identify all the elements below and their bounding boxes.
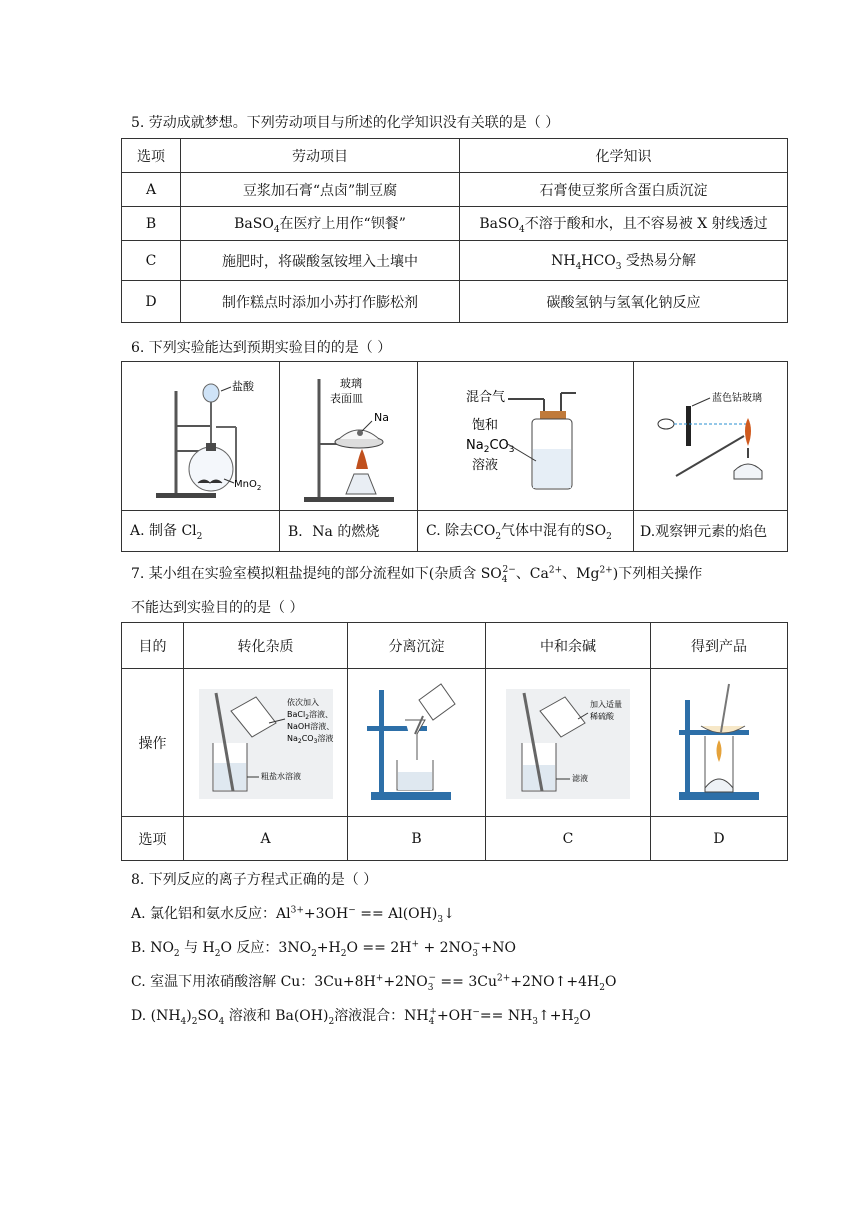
q5-option-b: B [122, 207, 181, 241]
beaker-acid-icon [498, 683, 638, 803]
q6-table [121, 361, 788, 552]
q6-b-label-glass: 玻璃 [339, 376, 362, 390]
q5-header-knowledge: 化学知识 [460, 139, 788, 173]
q6-c-label-na: Na [465, 438, 484, 453]
q5-item-c: 施肥时，将碳酸氢铵埋入土壤中 [181, 241, 460, 281]
q5-item-b: BaSO$_4$在医疗上用作“钡餐” [181, 207, 460, 241]
filtration-icon [357, 680, 477, 805]
q6-caption-a: A. 制备 $Cl_2$ [122, 511, 280, 552]
q5-option-a: A [122, 173, 181, 207]
table-row [122, 241, 788, 281]
q7-row-label-operation: 操作 [122, 669, 184, 817]
q8-option-c: C. 室温下用浓硝酸溶解 Cu：$3Cu+8H^++2NO_3^-$ == $3Cu^{2+}+2NO↑+4H_2O$ [131, 973, 617, 993]
q7-row-label-option: 选项 [122, 817, 184, 861]
q7-header-neutralize: 中和余碱 [486, 623, 651, 669]
q7-option-d: D [651, 817, 788, 861]
q7-a-label-bacl2-sol: 溶液、 [308, 709, 333, 719]
q6-c-label-solution: 溶液 [471, 458, 498, 473]
q5-table [121, 138, 788, 323]
svg-text:Na2CO3: $Na_2CO_3$ [465, 438, 514, 455]
q7-stem-line1: 7. 某小组在实验室模拟粗盐提纯的部分流程如下(杂质含 $SO_4^{2-}$、$Ca^{2+}$、$Mg^{2+}$)下列相关操作 [131, 565, 703, 585]
q7-a-label-na2co3-na: Na [286, 733, 298, 743]
q8-stem: 8. 下列反应的离子方程式正确的是（ ） [131, 872, 378, 888]
sodium-burning-icon [294, 369, 404, 504]
q7-table [121, 622, 788, 861]
q5-know-b: BaSO$_4$不溶于酸和水，且不容易被 X 射线透过 [460, 207, 788, 241]
q6-image-a [122, 362, 280, 511]
svg-text:BaCl2溶液、: BaCl$_2$溶液、 [286, 709, 333, 721]
q7-stem-line2: 不能达到实验目的的是（ ） [131, 600, 304, 616]
table-row [122, 281, 788, 323]
q7-image-c [486, 669, 651, 817]
q5-header-option: 选项 [122, 139, 181, 173]
q5-item-a: 豆浆加石膏“点卤”制豆腐 [181, 173, 460, 207]
q6-a-label-hcl: 盐酸 [231, 380, 254, 393]
q5-option-d: D [122, 281, 181, 323]
q6-c-label-saturated: 饱和 [471, 418, 498, 433]
evaporation-icon [669, 680, 769, 805]
q6-c-label-co: CO [488, 438, 509, 453]
svg-text:Na2CO3溶液: $Na_2CO_3$溶液 [286, 733, 333, 745]
q6-b-label-na: Na [373, 410, 389, 424]
q6-image-b [280, 362, 418, 511]
q6-stem: 6. 下列实验能达到预期实验目的的是（ ） [131, 340, 392, 356]
q7-header-separate: 分离沉淀 [348, 623, 486, 669]
q6-c-label-mixed-gas: 混合气 [465, 390, 505, 405]
q7-header-convert: 转化杂质 [184, 623, 348, 669]
q7-c-label-dilute-acid: 稀硫酸 [590, 711, 614, 721]
q7-a-label-brine: 粗盐水溶液 [260, 771, 301, 781]
q5-header-item: 劳动项目 [181, 139, 460, 173]
q5-option-c: C [122, 241, 181, 281]
q6-image-c [418, 362, 634, 511]
q7-image-a [184, 669, 348, 817]
flame-test-icon [636, 376, 786, 496]
svg-text:MnO2: MnO$_2$ [233, 479, 261, 492]
q8-option-d: D. $(NH_4)_2SO_4$ 溶液和 $Ba(OH)_2$溶液混合：$NH_4^++OH^-==$ $NH_3↑+H_2O$ [131, 1007, 591, 1027]
gas-washing-bottle-icon [436, 371, 616, 501]
q7-c-label-filtrate: 滤液 [572, 773, 588, 783]
q6-b-label-watchglass: 表面皿 [329, 391, 363, 405]
beaker-pour-icon [191, 683, 341, 803]
table-row [122, 173, 788, 207]
q5-know-a: 石膏使豆浆所含蛋白质沉淀 [460, 173, 788, 207]
q7-a-label-add: 依次加入 [286, 697, 319, 707]
q6-d-label-cobalt-glass: 蓝色钴玻璃 [711, 393, 762, 404]
q7-a-label-naoh: NaOH溶液、 [286, 721, 334, 731]
q6-caption-c: C. 除去$CO_2$气体中混有的$SO_2$ [418, 511, 634, 552]
table-row [122, 207, 788, 241]
q7-a-label-na2co3-co: CO [301, 733, 314, 743]
q6-caption-b: B．Na 的燃烧 [280, 511, 418, 552]
q8-option-a: A. 氯化铝和氨水反应：$Al^{3+}+3OH^-$ == $Al(OH)_3↓$ [131, 905, 455, 925]
q7-option-b: B [348, 817, 486, 861]
q7-image-b [348, 669, 486, 817]
q7-option-c: C [486, 817, 651, 861]
q7-c-label-add: 加入适量 [590, 699, 622, 709]
q7-option-a: A [184, 817, 348, 861]
q8-option-b: B. $NO_2$ 与 $H_2O$ 反应：$3NO_2+H_2O == 2H^+ + 2NO_3^-+NO$ [131, 939, 517, 959]
q5-item-d: 制作糕点时添加小苏打作膨松剂 [181, 281, 460, 323]
q7-header-product: 得到产品 [651, 623, 788, 669]
q6-image-d [634, 362, 788, 511]
q5-stem: 5. 劳动成就梦想。下列劳动项目与所述的化学知识没有关联的是（ ） [131, 115, 560, 131]
chlorine-apparatus-icon [136, 371, 266, 501]
q7-image-d [651, 669, 788, 817]
q6-a-label-mno2: MnO [233, 479, 257, 490]
q5-know-d: 碳酸氢钠与氢氧化钠反应 [460, 281, 788, 323]
q6-caption-d: D.观察钾元素的焰色 [634, 511, 788, 552]
q5-know-c: $NH_4HCO_3$ 受热易分解 [460, 241, 788, 281]
q7-header-purpose: 目的 [122, 623, 184, 669]
q7-a-label-bacl2: BaCl [286, 709, 305, 719]
q7-a-label-na2co3-sol: 溶液 [316, 733, 333, 743]
